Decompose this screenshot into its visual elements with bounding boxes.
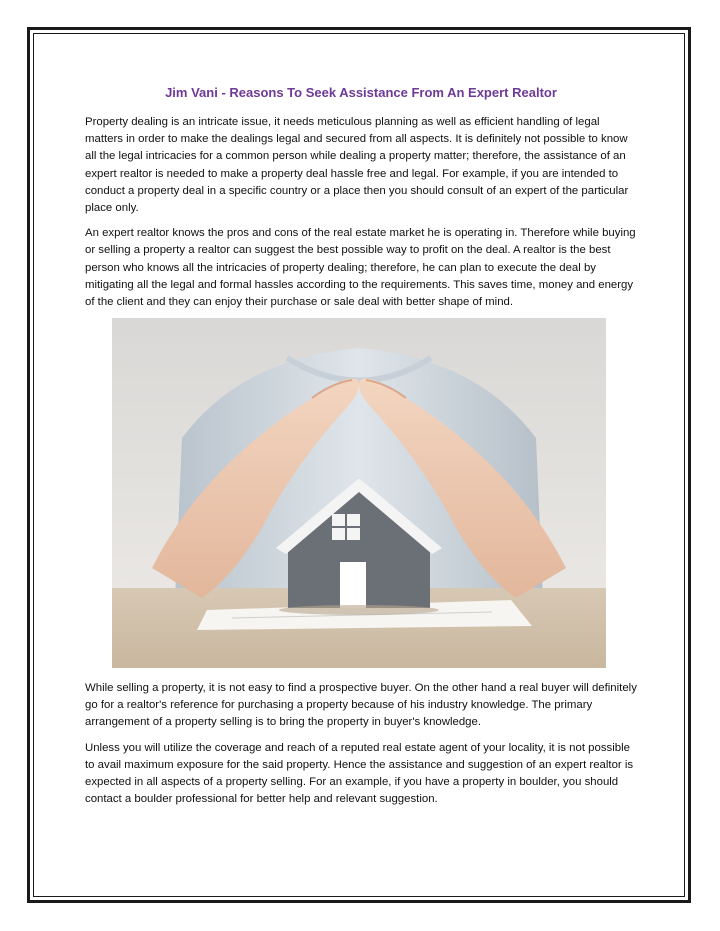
paragraph-1: Property dealing is an intricate issue, it needs meticulous planning as well as efficient handling of legal matters in order to make the dealings legal and secured from all aspects. It is definitely not possible to know all the legal intricacies for a common person while dealing a property matter; therefore, the assistance of an expert realtor is needed to make a property deal hassle free and legal. For example, if you are intended to conduct a property deal in a specific country or a place then you should consult of an expert of the particular place only. [85, 116, 629, 215]
document-title: Jim Vani - Reasons To Seek Assistance From An Expert Realtor [165, 85, 557, 100]
paragraph-3: While selling a property, it is not easy to find a prospective buyer. On the other hand a real buyer will definitely go for a realtor's reference for purchasing a property because of his industry knowledge. The primary arrangement of a property selling is to bring the property in buyer's knowledge. [85, 682, 637, 729]
document-body-bottom [85, 680, 637, 816]
document-body-top [85, 84, 637, 319]
paragraph-2: An expert realtor knows the pros and cons of the real estate market he is operating in. Therefore while buying or selling a property a realtor can suggest the best possible way to profit on the deal. A realtor is the best person who knows all the intricacies of property dealing; therefore, he can plan to execute the deal by mitigating all the legal and formal hassles according to the requirements. This saves time, money and energy of the client and they can enjoy their purchase or sale deal with better shape of mind. [85, 227, 636, 309]
hands-over-house-photo [112, 318, 606, 668]
paragraph-4: Unless you will utilize the coverage and reach of a reputed real estate agent of your locality, it is not possible to avail maximum exposure for the said property. Hence the assistance and suggestion of an expert realtor is expected in all aspects of a property selling. For an example, if you have a property in boulder, you should contact a boulder professional for better help and relevant suggestion. [85, 741, 634, 806]
